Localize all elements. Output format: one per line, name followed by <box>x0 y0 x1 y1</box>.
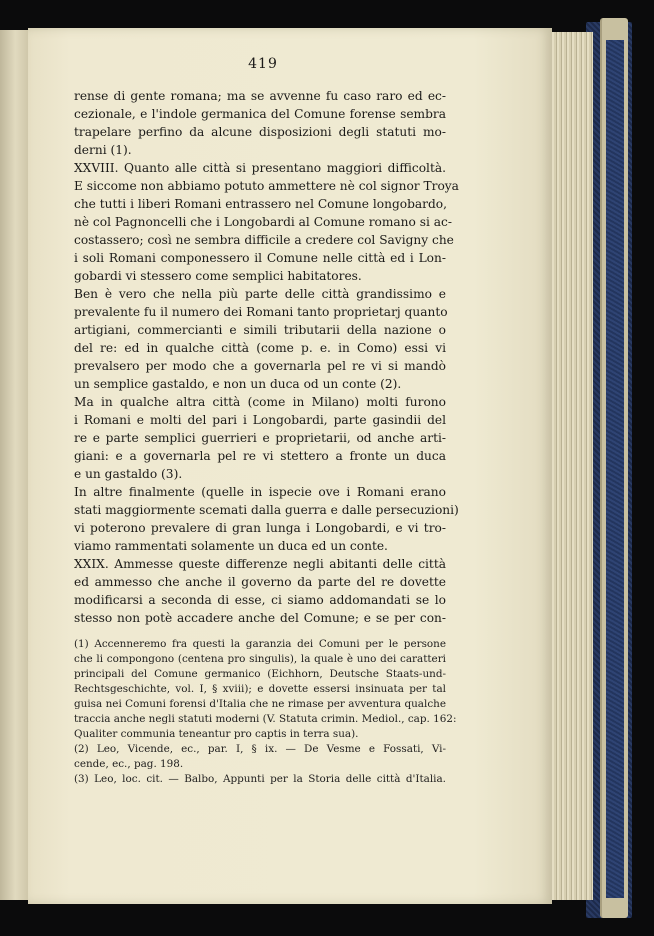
page-number: 419 <box>248 56 278 72</box>
left-page-edge <box>0 30 29 900</box>
body-line: che tutti i liberi Romani entrassero nel Comune longobardo, <box>74 197 447 211</box>
body-line: rense di gente romana; ma se avvenne fu caso raro ed ec- <box>74 89 446 103</box>
body-line: i soli Romani componessero il Comune nelle città ed i Lon- <box>74 251 446 265</box>
body-line: vi poterono prevalere di gran lunga i Longobardi, e vi tro- <box>74 521 446 535</box>
body-line: E siccome non abbiamo potuto ammettere nè col signor Troya <box>74 179 459 193</box>
body-line: prevalente fu il numero dei Romani tanto proprietarj quanto <box>74 305 448 319</box>
footnote-line: guisa nei Comuni forensi d'Italia che ne rimase per avventura qualche <box>74 698 446 710</box>
body-line: XXIX. Ammesse queste differenze negli abitanti delle città <box>74 557 446 571</box>
body-line: prevalsero per modo che a governarla pel re vi si mandò <box>74 359 446 373</box>
footnote-line: cende, ec., pag. 198. <box>74 758 184 770</box>
body-line: artigiani, commercianti e simili tributarii della nazione o <box>74 323 446 337</box>
body-line: viamo rammentati solamente un duca ed un conte. <box>74 539 388 553</box>
body-line: nè col Pagnoncelli che i Longobardi al Comune romano si ac- <box>74 215 452 229</box>
body-line: Ben è vero che nella più parte delle città grandissimo e <box>74 287 446 301</box>
body-line: ed ammesso che anche il governo da parte del re dovette <box>74 575 446 589</box>
body-line: modificarsi a seconda di esse, ci siamo addomandati se lo <box>74 593 446 607</box>
footnote-line: (2) Leo, Vicende, ec., par. I, § ix. — De Vesme e Fossati, Vi- <box>74 743 446 755</box>
footnote-line: (1) Accenneremo fra questi la garanzia dei Comuni per le persone <box>74 638 446 650</box>
footnote-line: (3) Leo, loc. cit. — Balbo, Appunti per la Storia delle città d'Italia. <box>74 773 446 785</box>
body-line: Ma in qualche altra città (come in Milano) molti furono <box>74 395 446 409</box>
footnote-line: Rechtsgeschichte, vol. I, § xviii); e dovette essersi insinuata per tal <box>74 683 446 695</box>
body-line: XXVIII. Quanto alle città si presentano maggiori difficoltà. <box>74 161 446 175</box>
footnote-line: traccia anche negli statuti moderni (V. Statuta crimin. Mediol., cap. 162: <box>74 713 457 725</box>
body-line: trapelare perfino da alcune disposizioni degli statuti mo- <box>74 125 446 139</box>
body-line: un semplice gastaldo, e non un duca od un conte (2). <box>74 377 402 391</box>
footnote-separator <box>74 627 446 628</box>
footnote-line: Qualiter communia teneantur pro captis in terra sua). <box>74 728 359 740</box>
footnote-line: principali del Comune germanico (Eichhorn, Deutsche Staats-und- <box>74 668 446 680</box>
cover-board-cloth <box>606 40 624 898</box>
body-line: i Romani e molti del pari i Longobardi, parte gasindii del <box>74 413 446 427</box>
body-line: giani: e a governarla pel re vi stettero a fronte un duca <box>74 449 446 463</box>
body-line: derni (1). <box>74 143 132 157</box>
body-line: In altre finalmente (quelle in ispecie ove i Romani erano <box>74 485 446 499</box>
body-line: re e parte semplici guerrieri e proprietarii, od anche arti- <box>74 431 446 445</box>
body-line: del re: ed in qualche città (come p. e. in Como) essi vi <box>74 341 446 355</box>
body-line: e un gastaldo (3). <box>74 467 183 481</box>
body-line: stesso non potè accadere anche del Comune; e se per con- <box>74 611 446 625</box>
page-edges <box>548 32 593 900</box>
body-line: costassero; così ne sembra difficile a credere col Savigny che <box>74 233 454 247</box>
body-line: gobardi vi stessero come semplici habitatores. <box>74 269 362 283</box>
body-line: stati maggiormente scemati dalla guerra e dalle persecuzioni) <box>74 503 459 517</box>
body-line: cezionale, e l'indole germanica del Comune forense sembra <box>74 107 446 121</box>
footnote-line: che li compongono (centena pro singulis), la quale è uno dei caratteri <box>74 653 446 665</box>
